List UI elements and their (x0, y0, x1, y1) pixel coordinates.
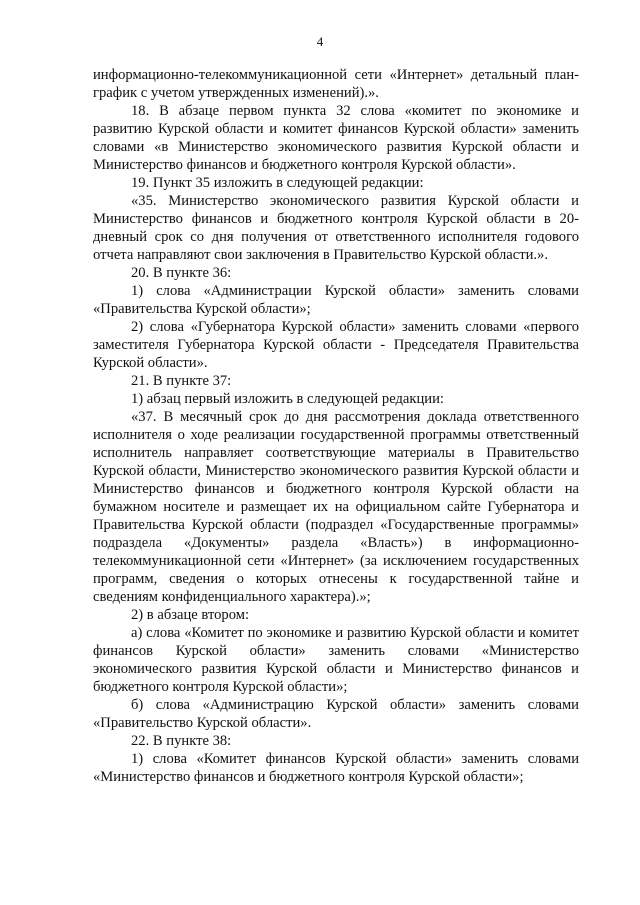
paragraph-item-21-2-b: б) слова «Администрацию Курской области» заменить словами «Правительство Курской области». (93, 697, 579, 731)
page-number: 4 (316, 34, 324, 49)
paragraph-continuation: информационно-телекоммуникационной сети «Интернет» детальный план-график с учетом утвержденных изменений).». (93, 67, 579, 101)
paragraph-item-22: 22. В пункте 38: (131, 733, 232, 749)
document-body (93, 66, 579, 786)
paragraph-clause-35: «35. Министерство экономического развития Курской области и Министерство финансов и бюджетного контроля Курской области в 20-дневный срок со дня получения от ответственного исполнителя годового отчета направляют свои заключения в Правительство Курской области.». (93, 193, 579, 263)
paragraph-item-21-2-a: а) слова «Комитет по экономике и развитию Курской области и комитет финансов Курской области» заменить словами «Министерство экономического развития Курской области и Министерство финансов и бюджетного контроля Курской области»; (93, 625, 579, 695)
paragraph-item-21-2: 2) в абзаце втором: (131, 607, 250, 623)
paragraph-item-21: 21. В пункте 37: (131, 373, 232, 389)
paragraph-item-19: 19. Пункт 35 изложить в следующей редакции: (131, 175, 424, 191)
paragraph-item-20: 20. В пункте 36: (131, 265, 232, 281)
paragraph-item-20-2: 2) слова «Губернатора Курской области» заменить словами «первого заместителя Губернатора Курской области - Председателя Правительства Курской области». (93, 319, 579, 371)
paragraph-item-20-1: 1) слова «Администрации Курской области» заменить словами «Правительства Курской области»; (93, 283, 579, 317)
paragraph-item-22-1: 1) слова «Комитет финансов Курской области» заменить словами «Министерство финансов и бюджетного контроля Курской области»; (93, 751, 579, 785)
paragraph-item-21-1: 1) абзац первый изложить в следующей редакции: (131, 391, 444, 407)
paragraph-item-18: 18. В абзаце первом пункта 32 слова «комитет по экономике и развитию Курской области и комитет финансов Курской области» заменить словами «в Министерство экономического развития Курской области и Министерство финансов и бюджетного контроля Курской области». (93, 103, 579, 173)
paragraph-clause-37: «37. В месячный срок до дня рассмотрения доклада ответственного исполнителя о ходе реализации государственной программы ответственный исполнитель направляет соответствующие материалы в Правительство Курской области, Министерство экономического развития Курской области и Министерство финансов и бюджетного контроля Курской области на бумажном носителе и размещает их на официальном сайте Губернатора и Правительства Курской области (подраздел «Государственные программы» подраздела «Документы» раздела «Власть») в информационно-телекоммуникационной сети «Интернет» (за исключением государственных программ, сведения о которых отнесены к государственной тайне и сведениям конфиденциального характера).»; (93, 409, 579, 605)
